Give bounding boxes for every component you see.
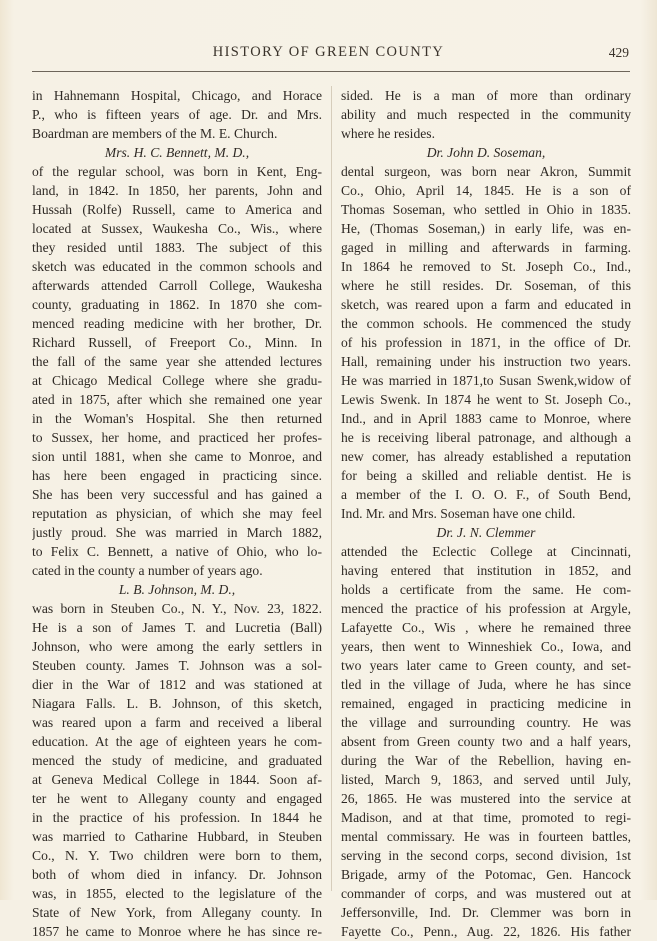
text-line: Madison, and at that time, promoted to regi- (341, 810, 631, 825)
text-line: ter he went to Allegany county and engaged (32, 791, 322, 806)
text-line: two years later came to Green county, and set- (341, 658, 631, 673)
text-line: cated in the county a number of years ago. (32, 563, 263, 578)
text-line: menced reading medicine with her brother, Dr. (32, 316, 322, 331)
header-rule (32, 71, 630, 72)
text-line: county, graduating in 1862. In 1870 she com- (32, 297, 322, 312)
text-line: the fall of the same year she attended lectures (32, 354, 322, 369)
text-line: Steuben county. James T. Johnson was a sol- (32, 658, 322, 673)
text-line: She has been very successful and has gained a (32, 487, 322, 502)
text-line: justly proud. She was married in March 1882, (32, 525, 322, 540)
text-line: sketch, was reared upon a farm and educated in (341, 297, 631, 312)
text-line: In 1864 he removed to St. Joseph Co., Ind., (341, 259, 631, 274)
text-line: Fayette Co., Penn., Aug. 22, 1826. His father (341, 924, 631, 939)
text-line: for being a skilled and reliable dentist. He is (341, 468, 631, 483)
text-line: absent from Green county two and a half years, (341, 734, 631, 749)
text-line: at Chicago Medical College where she gradu- (32, 373, 322, 388)
text-line: where he resides. (341, 126, 435, 141)
text-line: He, (Thomas Soseman,) in early life, was en- (341, 221, 631, 236)
text-line: menced the practice of his profession at Argyle, (341, 601, 631, 616)
text-line: Ind. Mr. and Mrs. Soseman have one child. (341, 506, 576, 521)
text-line: Hussah (Rolfe) Russell, came to America and (32, 202, 322, 217)
text-line: Lafayette Co., Wis , where he remained three (341, 620, 631, 635)
page-header (0, 44, 657, 64)
text-line: Thomas Soseman, who settled in Ohio in 1835. (341, 202, 631, 217)
text-line: sided. He is a man of more than ordinary (341, 88, 631, 103)
text-line: Jeffersonville, Ind. Dr. Clemmer was born in (341, 905, 631, 920)
text-line: of his profession in 1871, in the office of Dr. (341, 335, 631, 350)
text-line: dental surgeon, was born near Akron, Summit (341, 164, 631, 179)
text-line: they resided until 1883. The subject of this (32, 240, 322, 255)
text-line: in the Woman's Hospital. She then returned (32, 411, 322, 426)
text-line: the village and surrounding country. He was (341, 715, 631, 730)
text-line: ated in 1875, after which she remained one year (32, 392, 322, 407)
text-line: new comer, has already established a reputation (341, 449, 631, 464)
text-line: in Hahnemann Hospital, Chicago, and Horace (32, 88, 322, 103)
text-line: Co., N. Y. Two children were born to them, (32, 848, 322, 863)
running-title: HISTORY OF GREEN COUNTY (212, 44, 445, 60)
text-line: 1857 he came to Monroe where he has since re- (32, 924, 322, 939)
text-line: 26, 1865. He was mustered into the service at (341, 791, 631, 806)
text-line: State of New York, from Allegany county. In (32, 905, 322, 920)
text-line: menced the study of medicine, and graduated (32, 753, 322, 768)
text-line: Lewis Swenk. In 1874 he went to St. Joseph Co., (341, 392, 631, 407)
text-line: Boardman are members of the M. E. Church. (32, 126, 278, 141)
page-number: 429 (608, 45, 629, 60)
text-line: holds a certificate from the same. He com- (341, 582, 631, 597)
text-line: land, in 1842. In 1850, her parents, John and (32, 183, 322, 198)
text-line: having entered that institution in 1852, and (341, 563, 631, 578)
text-line: the common schools. He commenced the study (341, 316, 631, 331)
entry-heading: Mrs. H. C. Bennett, M. D., (104, 145, 250, 160)
text-line: was married to Catharine Hubbard, in Steuben (32, 829, 322, 844)
text-line: sketch was educated in the common schools and (32, 259, 322, 274)
text-line: education. At the age of eighteen years he com- (32, 734, 322, 749)
text-line: mental commissary. He was in fourteen battles, (341, 829, 631, 844)
text-line: in the practice of his profession. In 1844 he (32, 810, 322, 825)
text-line: has here been engaged in practicing since. (32, 468, 322, 483)
text-line: commander of corps, and was mustered out at (341, 886, 631, 901)
text-line: during the War of the Rebellion, having en- (341, 753, 631, 768)
text-line: serving in the second corps, second division, 1st (341, 848, 631, 863)
text-line: years, then went to Winneshiek Co., Iowa, and (341, 639, 631, 654)
left-column (32, 86, 322, 941)
text-line: of the regular school, was born in Kent, Eng- (32, 164, 322, 179)
text-line: Johnson, who were among the early settlers in (32, 639, 322, 654)
text-line: Co., Ohio, April 14, 1845. He is a son of (341, 183, 631, 198)
text-line: both of whom died in infancy. Dr. Johnson (32, 867, 322, 882)
text-line: was reared upon a farm and received a liberal (32, 715, 322, 730)
text-line: Niagara Falls. L. B. Johnson, of this sketch, (32, 696, 322, 711)
text-line: tled in the village of Juda, where he has since (341, 677, 631, 692)
text-line: sion until 1881, when she came to Monroe, and (32, 449, 322, 464)
text-line: afterwards attended Carroll College, Waukesha (32, 278, 322, 293)
text-line: a member of the I. O. O. F., of South Bend, (341, 487, 631, 502)
text-line: listed, March 9, 1863, and served until July, (341, 772, 631, 787)
text-line: located at Sussex, Waukesha Co., Wis., where (32, 221, 322, 236)
text-line: Richard Russell, of Freeport Co., Minn. In (32, 335, 322, 350)
text-line: ability and much respected in the community (341, 107, 631, 122)
text-line: gaged in milling and afterwards in farming. (341, 240, 631, 255)
entry-heading: Dr. J. N. Clemmer (436, 525, 536, 540)
right-column (341, 86, 631, 941)
text-line: reputation as physician, of which she may feel (32, 506, 322, 521)
text-line: Ind., and in April 1883 came to Monroe, where (341, 411, 631, 426)
text-line: was born in Steuben Co., N. Y., Nov. 23, 1822. (32, 601, 322, 616)
text-line: He was married in 1871,to Susan Swenk,widow of (341, 373, 631, 388)
text-line: attended the Eclectic College at Cincinnati, (341, 544, 631, 559)
text-line: Hall, remaining under his instruction two years. (341, 354, 631, 369)
text-line: He is a son of James T. and Lucretia (Ball) (32, 620, 322, 635)
text-line: dier in the War of 1812 and was stationed at (32, 677, 322, 692)
text-line: at Geneva Medical College in 1844. Soon af- (32, 772, 322, 787)
entry-heading: L. B. Johnson, M. D., (118, 582, 236, 597)
text-line: was, in 1855, elected to the legislature of the (32, 886, 322, 901)
text-line: he is receiving liberal patronage, and although a (341, 430, 631, 445)
text-line: where he still resides. Dr. Soseman, of this (341, 278, 631, 293)
column-divider (331, 86, 332, 891)
text-line: P., who is fifteen years of age. Dr. and Mrs. (32, 107, 322, 122)
text-line: to Sussex, her home, and practiced her profes- (32, 430, 322, 445)
entry-heading: Dr. John D. Soseman, (426, 145, 546, 160)
text-line: remained, engaged in practicing medicine in (341, 696, 631, 711)
text-line: Brigade, army of the Potomac, Gen. Hancock (341, 867, 631, 882)
text-line: to Felix C. Bennett, a native of Ohio, who lo- (32, 544, 322, 559)
